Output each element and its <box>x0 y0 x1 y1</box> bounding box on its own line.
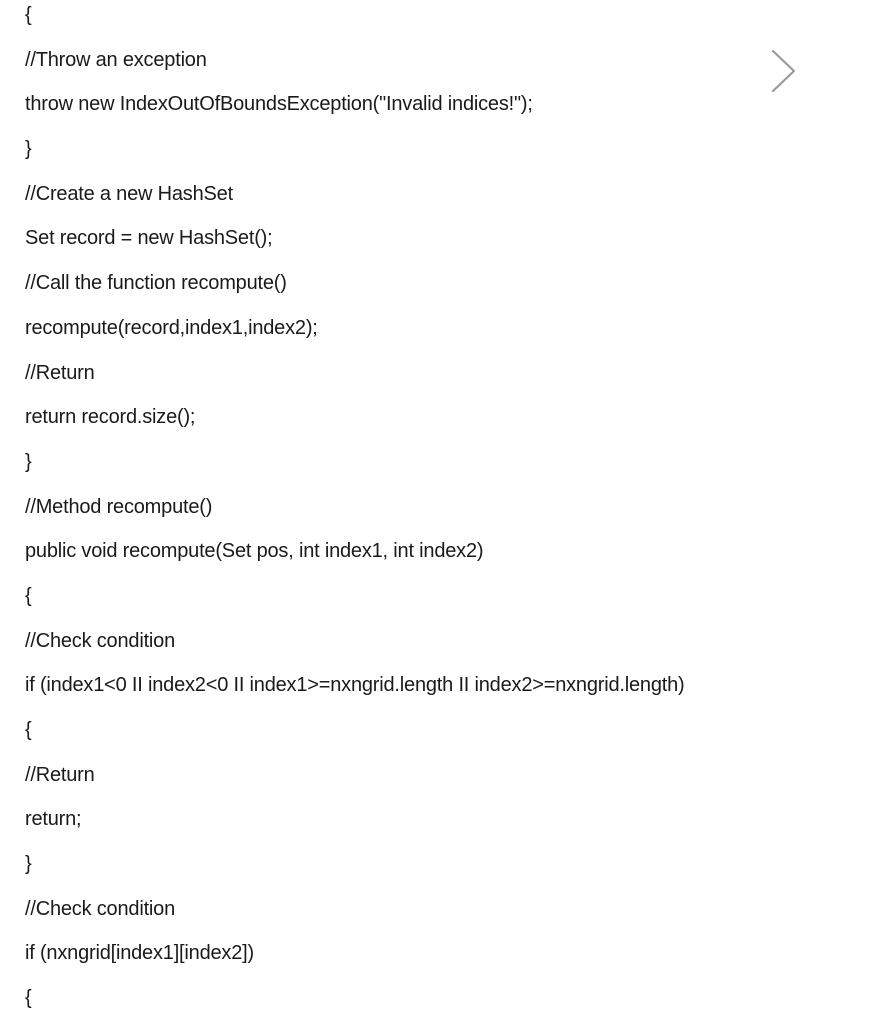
code-line: //Check condition <box>25 897 176 920</box>
code-line: //Return <box>25 763 95 786</box>
code-line: } <box>25 138 32 161</box>
code-line: //Call the function recompute() <box>25 272 287 295</box>
code-line: //Method recompute() <box>25 495 213 518</box>
code-line: public void recompute(Set pos, int index1, int index2) <box>25 540 484 563</box>
code-line: if (nxngrid[index1][index2]) <box>25 942 254 965</box>
chevron-right-icon <box>766 48 802 94</box>
code-line: } <box>25 450 32 473</box>
code-line: return; <box>25 808 82 831</box>
code-line: //Return <box>25 361 95 384</box>
code-line: recompute(record,index1,index2); <box>25 316 318 339</box>
code-line: //Create a new HashSet <box>25 182 233 205</box>
code-line: Set record = new HashSet(); <box>25 227 273 250</box>
code-line: if (index1<0 II index2<0 II index1>=nxngrid.length II index2>=nxngrid.length) <box>25 674 685 697</box>
code-line: { <box>25 584 32 607</box>
code-line: throw new IndexOutOfBoundsException("Invalid indices!"); <box>25 93 533 116</box>
code-line: //Check condition <box>25 629 176 652</box>
code-line: { <box>25 987 32 1010</box>
code-document <box>25 0 865 1028</box>
code-line: { <box>25 4 32 26</box>
code-line: } <box>25 853 32 876</box>
next-page-button[interactable] <box>766 48 802 94</box>
code-line: //Throw an exception <box>25 48 207 71</box>
code-line: return record.size(); <box>25 406 196 429</box>
code-line: { <box>25 719 32 741</box>
